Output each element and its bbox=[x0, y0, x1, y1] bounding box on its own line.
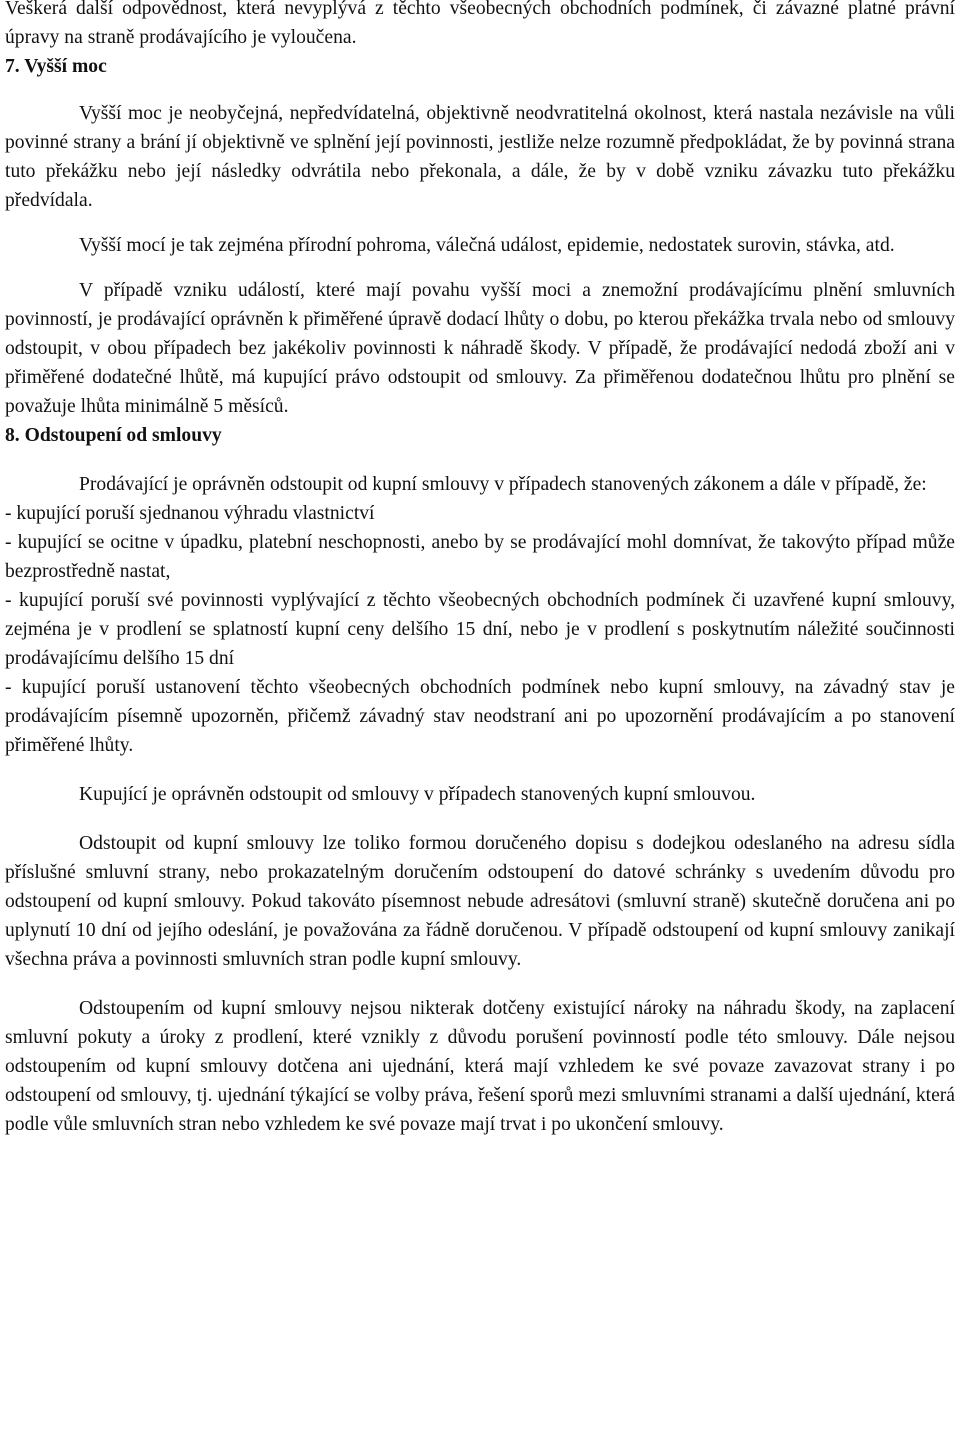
section-8-heading: 8. Odstoupení od smlouvy bbox=[5, 425, 222, 446]
section-7-paragraph-1: Vyšší moc je neobyčejná, nepředvídatelná, objektivně neodvratitelná okolnost, která nastala nezávisle na vůli povinné strany a brání jí objektivně ve splnění její povinnosti, jestliže nelze rozumně předpokládat, že by povinná strana tuto překážku nebo její následky odvrátila nebo překonala, a dále, že by v době vzniku závazku tuto překážku předvídala. bbox=[5, 103, 955, 211]
section-8-intro: Prodávající je oprávněn odstoupit od kupní smlouvy v případech stanovených zákonem a dále v případě, že: bbox=[79, 474, 927, 495]
section-8-paragraph-2: Odstoupit od kupní smlouvy lze toliko formou doručeného dopisu s dodejkou odeslaného na adresu sídla příslušné smluvní strany, nebo prokazatelným doručením odstoupení do datové schránky s uvedením důvodu pro odstoupení od kupní smlouvy. Pokud takováto písemnost nebude adresátovi (smluvní straně) skutečně doručena ani po uplynutí 10 dní od jejího odeslání, je považována za řádně doručenou. V případě odstoupení od kupní smlouvy zanikají všechna práva a povinnosti smluvních stran podle kupní smlouvy. bbox=[5, 833, 955, 970]
section-7-heading: 7. Vyšší moc bbox=[5, 56, 107, 77]
list-item: - kupující poruší ustanovení těchto všeobecných obchodních podmínek nebo kupní smlouvy, na závadný stav je prodávajícím písemně upozorněn, přičemž závadný stav neodstraní ani po upozornění prodávajícím a po stanovení přiměřené lhůty. bbox=[5, 677, 955, 756]
section-7-paragraph-3: V případě vzniku událostí, které mají povahu vyšší moci a znemožní prodávajícímu plnění smluvních povinností, je prodávající oprávněn k přiměřené úpravě dodací lhůty o dobu, po kterou překážka trvala nebo od smlouvy odstoupit, v obou případech bez jakékoliv povinnosti k náhradě škody. V případě, že prodávající nedodá zboží ani v přiměřené dodatečné lhůtě, má kupující právo odstoupit od smlouvy. Za přiměřenou dodatečnou lhůtu pro plnění se považuje lhůta minimálně 5 měsíců. bbox=[5, 280, 955, 417]
section-8-paragraph-1: Kupující je oprávněn odstoupit od smlouvy v případech stanovených kupní smlouvou. bbox=[79, 784, 756, 805]
list-item: - kupující poruší své povinnosti vyplývající z těchto všeobecných obchodních podmínek či uzavřené kupní smlouvy, zejména je v prodlení se splatností kupní ceny delšího 15 dní, nebo je v prodlení s poskytnutím náležité součinnosti prodávajícímu delšího 15 dní bbox=[5, 590, 955, 669]
list-item: - kupující se ocitne v úpadku, platební neschopnosti, anebo by se prodávající mohl domnívat, že takovýto případ může bezprostředně nastat, bbox=[5, 532, 955, 582]
intro-paragraph: Veškerá další odpovědnost, která nevyplývá z těchto všeobecných obchodních podmínek, či závazné platné právní úpravy na straně prodávajícího je vyloučena. bbox=[5, 0, 955, 48]
section-8-paragraph-3: Odstoupením od kupní smlouvy nejsou nikterak dotčeny existující nároky na náhradu škody, na zaplacení smluvní pokuty a úroky z prodlení, které vznikly z důvodu porušení povinností podle této smlouvy. Dále nejsou odstoupením od kupní smlouvy dotčena ani ujednání, která mají vzhledem ke své povaze zavazovat strany i po odstoupení od smlouvy, tj. ujednání týkající se volby práva, řešení sporů mezi smluvními stranami a další ujednání, která podle vůle smluvních stran nebo vzhledem ke své povaze mají trvat i po ukončení smlouvy. bbox=[5, 998, 955, 1135]
section-7-paragraph-2: Vyšší mocí je tak zejména přírodní pohroma, válečná událost, epidemie, nedostatek surovin, stávka, atd. bbox=[79, 235, 895, 256]
section-8-conditions-list bbox=[5, 499, 955, 760]
list-item: - kupující poruší sjednanou výhradu vlastnictví bbox=[5, 503, 375, 524]
document-page bbox=[5, 0, 955, 1139]
